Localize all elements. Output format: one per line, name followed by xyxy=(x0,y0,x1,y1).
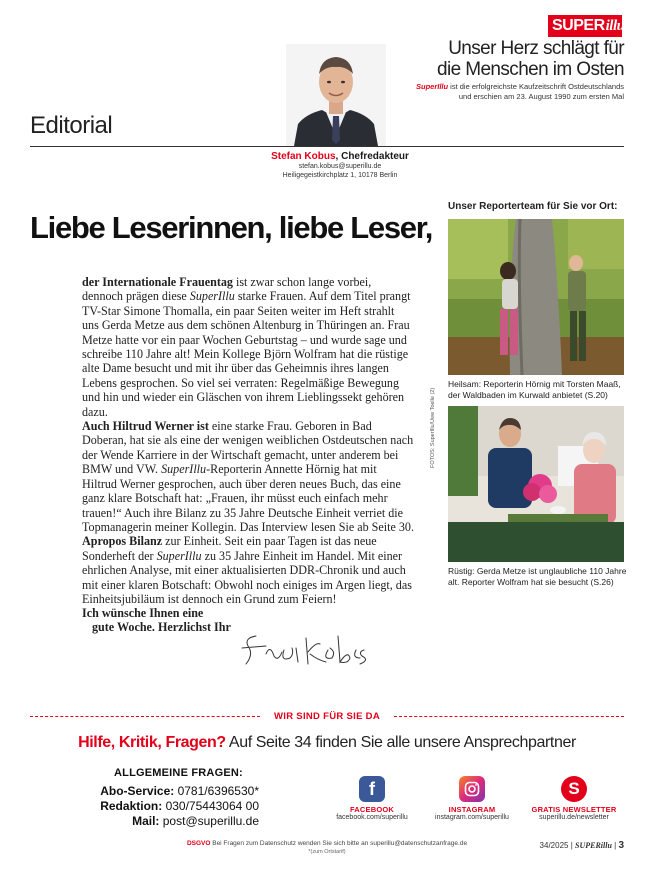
editor-portrait xyxy=(286,44,386,146)
caption-forest: Heilsam: Reporterin Hörnig mit Torsten Maaß, der Waldbaden im Kurwald anbietet (S.20) xyxy=(448,379,621,400)
superillu-logo: SUPERillu xyxy=(548,15,622,37)
caption-visit: Rüstig: Gerda Metze ist unglaubliche 110 Jahre alt. Reporter Wolfram hat sie besucht (S.26) xyxy=(448,566,627,587)
redaktion-line: Redaktion: 030/75443064 00 xyxy=(100,799,259,813)
instagram-link[interactable]: INSTAGRAM instagram.com/superillu xyxy=(422,776,522,821)
photo-credit: FOTOS: SuperIllu/Uwe Toelle (2) xyxy=(430,387,436,468)
signature xyxy=(236,628,386,670)
service-banner: WIR SIND FÜR SIE DA xyxy=(0,711,654,722)
facebook-icon: f xyxy=(359,776,385,802)
mail-line: Mail: post@superillu.de xyxy=(132,814,259,828)
byline-address: Heiligegeistkirchplatz 1, 10178 Berlin xyxy=(282,172,398,179)
newsletter-s-icon: S xyxy=(561,776,587,802)
byline-email: stefan.kobus@superillu.de xyxy=(298,163,382,170)
general-questions-heading: ALLGEMEINE FRAGEN: xyxy=(114,767,243,779)
tagline: Unser Herz schlägt für die Menschen im Osten xyxy=(437,38,624,80)
abo-service-line: Abo-Service: 0781/6396530* xyxy=(100,784,259,798)
page-folio: 34/2025 | SUPERillu | 3 xyxy=(539,840,624,851)
paragraph-3: Apropos Bilanz zur Einheit. Seit ein paar Tagen ist das neue Sonderheft der SuperIllu zu 35 Jahre Einheit im Handel. Mit einer ehrlichen Analyse, mit einer aktualisierten DDR-Chronik und auch mit einer klaren Botschaft: Obwohl noch einiges im Argen liegt, das Einheitsjubiläum ist dennoch ein Grund zum Feiern! xyxy=(82,534,412,606)
photo-visit xyxy=(448,406,624,562)
header-rule xyxy=(30,146,624,147)
closing: Ich wünsche Ihnen eine gute Woche. Herzlichst Ihr xyxy=(82,606,231,635)
photo-forest xyxy=(448,219,624,375)
facebook-link[interactable]: f FACEBOOK facebook.com/superillu xyxy=(322,776,422,821)
editorial-body xyxy=(82,275,414,606)
rate-footnote: *(zum Ortstarif) xyxy=(308,849,346,855)
section-title: Editorial xyxy=(30,112,113,139)
tagline-sub: SuperIllu ist die erfolgreichste Kaufzeitschrift Ostdeutschlands und erschien am 23. August 1990 zum ersten Mal xyxy=(415,82,624,101)
privacy-note: DSGVO Bei Fragen zum Datenschutz wenden Sie sich bitte an superillu@datenschutzanfrage.de xyxy=(186,840,468,847)
paragraph-1: der Internationale Frauentag ist zwar schon lange vorbei, dennoch prägen diese SuperIllu starke Frauen. Auf dem Titel prangt TV-Star Simone Thomalla, ein paar Seiten weiter im Heft strahlt uns Gerda Metze aus dem schönen Altenburg in Thüringen an. Frau Metze hatte vor ein paar Wochen Geburtstag – und wurde sage und schreibe 110 Jahre alt! Mein Kollege Björn Wolfram hat die rüstige alte Dame besucht und mit ihr über das Geheimnis ihres langen Lebens gesprochen. So viel sei verraten: Regelmäßige Bewegung und hin und wieder ein Gläschen von ihrem Lieblingssekt gehören dazu. xyxy=(82,275,411,419)
headline: Liebe Leserinnen, liebe Leser, xyxy=(30,210,433,245)
reporter-heading: Unser Reporterteam für Sie vor Ort: xyxy=(448,201,618,212)
byline: Stefan Kobus, Chefredakteur stefan.kobus@superillu.de Heiligegeistkirchplatz 1, 10178 Berlin xyxy=(250,151,430,180)
help-line: Hilfe, Kritik, Fragen? Auf Seite 34 finden Sie alle unsere Ansprechpartner xyxy=(78,734,576,751)
paragraph-2: Auch Hiltrud Werner ist eine starke Frau. Geboren in Bad Doberan, hat sie als eine der wenigen weiblichen Ostdeutschen nach der Wende Karriere in der Wirtschaft gemacht, unter anderem bei BMW und VW. SuperIllu-Reporterin Annette Hörnig hat mit Hiltrud Werner gesprochen, auch über deren neues Buch, das eine ganz klare Botschaft hat: „Frauen, ihr müsst euch einfach mehr trauen!“ Auch ihre Bilanz zu 35 Jahre Deutsche Einheit verriet die Topmanagerin meiner Kollegin. Das Interview lesen Sie ab Seite 30. xyxy=(82,419,414,534)
newsletter-link[interactable]: S GRATIS NEWSLETTER superillu.de/newsletter xyxy=(524,776,624,821)
instagram-icon xyxy=(459,776,485,802)
